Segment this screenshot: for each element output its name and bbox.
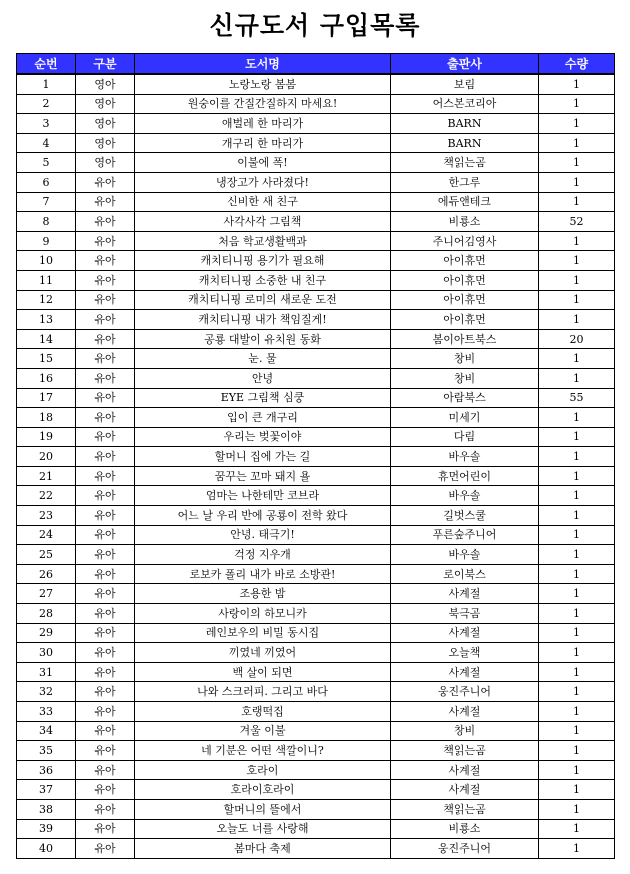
cell-book-title: 네 기분은 어떤 색깔이니? bbox=[135, 741, 391, 761]
cell-book-title: 호라이 bbox=[135, 760, 391, 780]
cell-number: 29 bbox=[17, 623, 76, 643]
cell-book-title: 사각사각 그림책 bbox=[135, 212, 391, 232]
cell-publisher: 아이휴먼 bbox=[391, 310, 539, 330]
table-row bbox=[17, 329, 615, 349]
table-row bbox=[17, 623, 615, 643]
cell-category: 유아 bbox=[76, 231, 135, 251]
cell-category: 유아 bbox=[76, 172, 135, 192]
cell-publisher: 한그루 bbox=[391, 172, 539, 192]
table-row bbox=[17, 212, 615, 232]
cell-quantity: 1 bbox=[539, 231, 615, 251]
table-row bbox=[17, 604, 615, 624]
cell-number: 18 bbox=[17, 408, 76, 428]
cell-publisher: 로이북스 bbox=[391, 564, 539, 584]
cell-publisher: 창비 bbox=[391, 721, 539, 741]
cell-category: 유아 bbox=[76, 368, 135, 388]
cell-quantity: 1 bbox=[539, 564, 615, 584]
cell-book-title: 백 살이 되면 bbox=[135, 662, 391, 682]
cell-quantity: 1 bbox=[539, 408, 615, 428]
cell-number: 24 bbox=[17, 525, 76, 545]
cell-quantity: 1 bbox=[539, 799, 615, 819]
cell-publisher: 아이휴먼 bbox=[391, 251, 539, 271]
table-row bbox=[17, 349, 615, 369]
cell-category: 유아 bbox=[76, 447, 135, 467]
table-row bbox=[17, 643, 615, 663]
column-header-category: 구분 bbox=[76, 54, 135, 75]
cell-publisher: 책읽는곰 bbox=[391, 799, 539, 819]
cell-quantity: 1 bbox=[539, 486, 615, 506]
cell-book-title: 오늘도 너를 사랑해 bbox=[135, 819, 391, 839]
table-row bbox=[17, 94, 615, 114]
cell-category: 유아 bbox=[76, 329, 135, 349]
column-header-number: 순번 bbox=[17, 54, 76, 75]
cell-category: 유아 bbox=[76, 349, 135, 369]
table-row bbox=[17, 819, 615, 839]
cell-quantity: 1 bbox=[539, 133, 615, 153]
cell-quantity: 1 bbox=[539, 310, 615, 330]
cell-quantity: 1 bbox=[539, 702, 615, 722]
cell-book-title: 할머니의 뜰에서 bbox=[135, 799, 391, 819]
cell-publisher: 비룡소 bbox=[391, 212, 539, 232]
cell-book-title: 사랑이의 하모니카 bbox=[135, 604, 391, 624]
cell-publisher: 푸른숲주니어 bbox=[391, 525, 539, 545]
cell-number: 9 bbox=[17, 231, 76, 251]
table-row bbox=[17, 408, 615, 428]
cell-category: 유아 bbox=[76, 388, 135, 408]
cell-publisher: 창비 bbox=[391, 349, 539, 369]
cell-quantity: 52 bbox=[539, 212, 615, 232]
table-row bbox=[17, 584, 615, 604]
cell-publisher: 웅진주니어 bbox=[391, 839, 539, 859]
cell-publisher: 주니어김영사 bbox=[391, 231, 539, 251]
cell-category: 유아 bbox=[76, 466, 135, 486]
cell-category: 유아 bbox=[76, 251, 135, 271]
table-row bbox=[17, 662, 615, 682]
cell-number: 17 bbox=[17, 388, 76, 408]
table-row bbox=[17, 231, 615, 251]
table-row bbox=[17, 74, 615, 94]
cell-number: 39 bbox=[17, 819, 76, 839]
column-header-title: 도서명 bbox=[135, 54, 391, 75]
table-row bbox=[17, 741, 615, 761]
cell-book-title: 원숭이를 간질간질하지 마세요! bbox=[135, 94, 391, 114]
cell-quantity: 1 bbox=[539, 506, 615, 526]
cell-number: 37 bbox=[17, 780, 76, 800]
cell-quantity: 1 bbox=[539, 780, 615, 800]
table-row bbox=[17, 114, 615, 134]
cell-book-title: 캐치티니핑 소중한 내 친구 bbox=[135, 270, 391, 290]
table-row bbox=[17, 153, 615, 173]
cell-category: 유아 bbox=[76, 682, 135, 702]
cell-book-title: 걱정 지우개 bbox=[135, 545, 391, 565]
table-row bbox=[17, 702, 615, 722]
cell-category: 영아 bbox=[76, 74, 135, 94]
cell-publisher: 아람북스 bbox=[391, 388, 539, 408]
table-row bbox=[17, 368, 615, 388]
cell-number: 36 bbox=[17, 760, 76, 780]
cell-quantity: 1 bbox=[539, 270, 615, 290]
cell-publisher: 보림 bbox=[391, 74, 539, 94]
cell-quantity: 1 bbox=[539, 349, 615, 369]
cell-number: 31 bbox=[17, 662, 76, 682]
cell-number: 35 bbox=[17, 741, 76, 761]
table-row bbox=[17, 133, 615, 153]
cell-category: 유아 bbox=[76, 506, 135, 526]
cell-number: 32 bbox=[17, 682, 76, 702]
cell-quantity: 1 bbox=[539, 251, 615, 271]
cell-quantity: 1 bbox=[539, 819, 615, 839]
cell-category: 유아 bbox=[76, 760, 135, 780]
table-row bbox=[17, 799, 615, 819]
table-row bbox=[17, 486, 615, 506]
cell-category: 영아 bbox=[76, 94, 135, 114]
cell-category: 유아 bbox=[76, 270, 135, 290]
cell-publisher: 창비 bbox=[391, 368, 539, 388]
cell-category: 유아 bbox=[76, 741, 135, 761]
table-row bbox=[17, 251, 615, 271]
cell-publisher: 웅진주니어 bbox=[391, 682, 539, 702]
cell-category: 유아 bbox=[76, 564, 135, 584]
cell-book-title: 안녕. 태극기! bbox=[135, 525, 391, 545]
cell-quantity: 1 bbox=[539, 466, 615, 486]
cell-number: 28 bbox=[17, 604, 76, 624]
cell-number: 21 bbox=[17, 466, 76, 486]
cell-quantity: 20 bbox=[539, 329, 615, 349]
cell-quantity: 1 bbox=[539, 153, 615, 173]
table-row bbox=[17, 545, 615, 565]
cell-publisher: 휴먼어린이 bbox=[391, 466, 539, 486]
cell-quantity: 1 bbox=[539, 760, 615, 780]
cell-publisher: 에듀앤테크 bbox=[391, 192, 539, 212]
cell-publisher: 책읽는곰 bbox=[391, 153, 539, 173]
table-row bbox=[17, 270, 615, 290]
cell-publisher: 바우솔 bbox=[391, 486, 539, 506]
cell-number: 19 bbox=[17, 427, 76, 447]
cell-quantity: 1 bbox=[539, 525, 615, 545]
cell-book-title: 봄마다 축제 bbox=[135, 839, 391, 859]
cell-quantity: 1 bbox=[539, 94, 615, 114]
cell-category: 영아 bbox=[76, 114, 135, 134]
table-row bbox=[17, 760, 615, 780]
table-row bbox=[17, 427, 615, 447]
cell-quantity: 1 bbox=[539, 604, 615, 624]
cell-number: 22 bbox=[17, 486, 76, 506]
cell-category: 유아 bbox=[76, 427, 135, 447]
page-title: 신규도서 구입목록 bbox=[209, 11, 421, 40]
table-row bbox=[17, 780, 615, 800]
cell-number: 14 bbox=[17, 329, 76, 349]
cell-publisher: 책읽는곰 bbox=[391, 741, 539, 761]
cell-book-title: 입이 큰 개구리 bbox=[135, 408, 391, 428]
table-row bbox=[17, 564, 615, 584]
cell-category: 유아 bbox=[76, 408, 135, 428]
cell-publisher: 바우솔 bbox=[391, 545, 539, 565]
cell-number: 23 bbox=[17, 506, 76, 526]
cell-number: 7 bbox=[17, 192, 76, 212]
cell-category: 유아 bbox=[76, 212, 135, 232]
cell-book-title: 안녕 bbox=[135, 368, 391, 388]
table-row bbox=[17, 682, 615, 702]
cell-quantity: 1 bbox=[539, 114, 615, 134]
cell-number: 20 bbox=[17, 447, 76, 467]
cell-book-title: 캐치티니핑 내가 책임질게! bbox=[135, 310, 391, 330]
cell-book-title: 엄마는 나한테만 코브라 bbox=[135, 486, 391, 506]
table-row bbox=[17, 721, 615, 741]
cell-category: 유아 bbox=[76, 623, 135, 643]
cell-publisher: 비룡소 bbox=[391, 819, 539, 839]
cell-quantity: 1 bbox=[539, 662, 615, 682]
cell-number: 30 bbox=[17, 643, 76, 663]
column-header-quantity: 수량 bbox=[539, 54, 615, 75]
cell-number: 8 bbox=[17, 212, 76, 232]
cell-quantity: 1 bbox=[539, 290, 615, 310]
cell-book-title: 꿈꾸는 꼬마 돼지 욜 bbox=[135, 466, 391, 486]
cell-number: 40 bbox=[17, 839, 76, 859]
cell-number: 34 bbox=[17, 721, 76, 741]
cell-number: 6 bbox=[17, 172, 76, 192]
cell-book-title: 할머니 집에 가는 길 bbox=[135, 447, 391, 467]
cell-number: 16 bbox=[17, 368, 76, 388]
cell-quantity: 1 bbox=[539, 839, 615, 859]
cell-category: 유아 bbox=[76, 643, 135, 663]
cell-category: 유아 bbox=[76, 290, 135, 310]
cell-book-title: 처음 학교생활백과 bbox=[135, 231, 391, 251]
cell-book-title: 눈. 물 bbox=[135, 349, 391, 369]
cell-category: 유아 bbox=[76, 192, 135, 212]
cell-book-title: 캐치티니핑 로미의 새로운 도전 bbox=[135, 290, 391, 310]
cell-category: 영아 bbox=[76, 153, 135, 173]
cell-publisher: 아이휴먼 bbox=[391, 270, 539, 290]
table-header-row bbox=[17, 54, 615, 75]
cell-book-title: 우리는 벚꽃이야 bbox=[135, 427, 391, 447]
table-row bbox=[17, 506, 615, 526]
cell-book-title: 조용한 밤 bbox=[135, 584, 391, 604]
cell-publisher: 미세기 bbox=[391, 408, 539, 428]
cell-number: 27 bbox=[17, 584, 76, 604]
column-header-publisher: 출판사 bbox=[391, 54, 539, 75]
cell-book-title: 신비한 새 친구 bbox=[135, 192, 391, 212]
cell-publisher: 아이휴먼 bbox=[391, 290, 539, 310]
cell-category: 유아 bbox=[76, 780, 135, 800]
cell-book-title: 겨울 이불 bbox=[135, 721, 391, 741]
cell-publisher: BARN bbox=[391, 133, 539, 153]
cell-book-title: 호랭떡집 bbox=[135, 702, 391, 722]
cell-publisher: 오늘책 bbox=[391, 643, 539, 663]
cell-number: 12 bbox=[17, 290, 76, 310]
cell-category: 유아 bbox=[76, 486, 135, 506]
cell-book-title: 로보카 폴리 내가 바로 소방관! bbox=[135, 564, 391, 584]
cell-number: 33 bbox=[17, 702, 76, 722]
cell-book-title: 애벌레 한 마리가 bbox=[135, 114, 391, 134]
cell-book-title: 노랑노랑 봄봄 bbox=[135, 74, 391, 94]
cell-category: 유아 bbox=[76, 545, 135, 565]
cell-number: 11 bbox=[17, 270, 76, 290]
cell-book-title: 공룡 대발이 유치원 동화 bbox=[135, 329, 391, 349]
table-row bbox=[17, 172, 615, 192]
cell-quantity: 1 bbox=[539, 643, 615, 663]
cell-number: 25 bbox=[17, 545, 76, 565]
cell-publisher: 사계절 bbox=[391, 702, 539, 722]
table-row bbox=[17, 466, 615, 486]
cell-category: 유아 bbox=[76, 604, 135, 624]
table-row bbox=[17, 310, 615, 330]
table-row bbox=[17, 192, 615, 212]
table-row bbox=[17, 290, 615, 310]
cell-number: 15 bbox=[17, 349, 76, 369]
cell-number: 5 bbox=[17, 153, 76, 173]
cell-book-title: 어느 날 우리 반에 공룡이 전학 왔다 bbox=[135, 506, 391, 526]
table-row bbox=[17, 388, 615, 408]
cell-number: 38 bbox=[17, 799, 76, 819]
cell-publisher: 봄이아트북스 bbox=[391, 329, 539, 349]
cell-quantity: 1 bbox=[539, 623, 615, 643]
table-body bbox=[17, 74, 615, 858]
cell-category: 유아 bbox=[76, 702, 135, 722]
cell-category: 유아 bbox=[76, 839, 135, 859]
cell-number: 26 bbox=[17, 564, 76, 584]
cell-publisher: 사계절 bbox=[391, 780, 539, 800]
cell-book-title: 호라이호라이 bbox=[135, 780, 391, 800]
cell-publisher: 사계절 bbox=[391, 623, 539, 643]
cell-publisher: 바우솔 bbox=[391, 447, 539, 467]
cell-book-title: 레인보우의 비밀 동시집 bbox=[135, 623, 391, 643]
cell-book-title: 이불에 폭! bbox=[135, 153, 391, 173]
table-row bbox=[17, 525, 615, 545]
cell-category: 영아 bbox=[76, 133, 135, 153]
cell-quantity: 1 bbox=[539, 545, 615, 565]
cell-quantity: 55 bbox=[539, 388, 615, 408]
cell-quantity: 1 bbox=[539, 172, 615, 192]
book-purchase-table bbox=[16, 53, 615, 859]
cell-publisher: 북극곰 bbox=[391, 604, 539, 624]
cell-publisher: 사계절 bbox=[391, 584, 539, 604]
cell-publisher: 사계절 bbox=[391, 760, 539, 780]
cell-quantity: 1 bbox=[539, 721, 615, 741]
cell-publisher: BARN bbox=[391, 114, 539, 134]
cell-number: 1 bbox=[17, 74, 76, 94]
cell-category: 유아 bbox=[76, 799, 135, 819]
cell-quantity: 1 bbox=[539, 584, 615, 604]
table-row bbox=[17, 447, 615, 467]
cell-category: 유아 bbox=[76, 310, 135, 330]
cell-book-title: 캐치티니핑 용기가 필요해 bbox=[135, 251, 391, 271]
cell-book-title: EYE 그림책 심쿵 bbox=[135, 388, 391, 408]
cell-category: 유아 bbox=[76, 662, 135, 682]
cell-number: 4 bbox=[17, 133, 76, 153]
cell-book-title: 끼였네 끼였어 bbox=[135, 643, 391, 663]
cell-quantity: 1 bbox=[539, 74, 615, 94]
cell-category: 유아 bbox=[76, 819, 135, 839]
cell-number: 3 bbox=[17, 114, 76, 134]
cell-quantity: 1 bbox=[539, 682, 615, 702]
cell-book-title: 냉장고가 사라졌다! bbox=[135, 172, 391, 192]
cell-publisher: 다림 bbox=[391, 427, 539, 447]
cell-book-title: 나와 스크러피. 그리고 바다 bbox=[135, 682, 391, 702]
cell-publisher: 길벗스쿨 bbox=[391, 506, 539, 526]
cell-publisher: 사계절 bbox=[391, 662, 539, 682]
cell-number: 13 bbox=[17, 310, 76, 330]
cell-quantity: 1 bbox=[539, 427, 615, 447]
cell-publisher: 어스본코리아 bbox=[391, 94, 539, 114]
cell-category: 유아 bbox=[76, 525, 135, 545]
cell-category: 유아 bbox=[76, 721, 135, 741]
cell-number: 2 bbox=[17, 94, 76, 114]
table-row bbox=[17, 839, 615, 859]
cell-book-title: 개구리 한 마리가 bbox=[135, 133, 391, 153]
cell-number: 10 bbox=[17, 251, 76, 271]
cell-quantity: 1 bbox=[539, 447, 615, 467]
cell-quantity: 1 bbox=[539, 741, 615, 761]
cell-quantity: 1 bbox=[539, 192, 615, 212]
cell-quantity: 1 bbox=[539, 368, 615, 388]
cell-category: 유아 bbox=[76, 584, 135, 604]
